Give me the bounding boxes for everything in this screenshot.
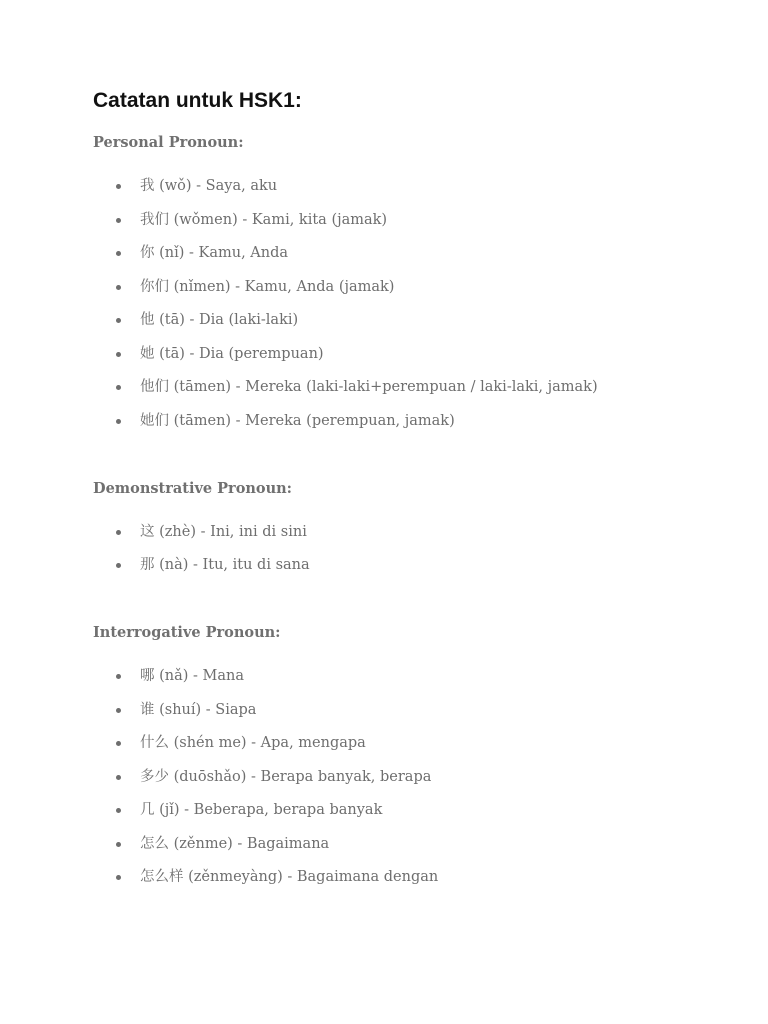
list-item bbox=[93, 799, 733, 821]
bullet-icon bbox=[116, 385, 121, 390]
list-item bbox=[93, 521, 733, 543]
section-heading-interrogative-pronoun: Interrogative Pronoun: bbox=[93, 624, 281, 641]
list-item-text: 他们 (tāmen) - Mereka (laki-laki+perempuan / laki-laki, jamak) bbox=[140, 379, 598, 395]
list-item bbox=[93, 276, 733, 298]
bullet-icon bbox=[116, 285, 121, 290]
list-item bbox=[93, 209, 733, 231]
list-item-text: 你 (nǐ) - Kamu, Anda bbox=[140, 245, 289, 261]
bullet-icon bbox=[116, 563, 121, 568]
personal-pronoun-list bbox=[93, 175, 733, 432]
bullet-icon bbox=[116, 842, 121, 847]
list-item-text: 什么 (shén me) - Apa, mengapa bbox=[140, 735, 366, 751]
bullet-icon bbox=[116, 808, 121, 813]
bullet-icon bbox=[116, 352, 121, 357]
list-item bbox=[93, 699, 733, 721]
list-item-text: 哪 (nǎ) - Mana bbox=[140, 668, 244, 684]
list-item-text: 你们 (nǐmen) - Kamu, Anda (jamak) bbox=[140, 278, 395, 295]
bullet-icon bbox=[116, 775, 121, 780]
document-title: Catatan untuk HSK1: bbox=[93, 89, 302, 112]
bullet-icon bbox=[116, 708, 121, 713]
list-item-text: 我们 (wǒmen) - Kami, kita (jamak) bbox=[140, 211, 388, 228]
bullet-icon bbox=[116, 674, 121, 679]
list-item bbox=[93, 866, 733, 888]
list-item bbox=[93, 665, 733, 687]
demonstrative-pronoun-list bbox=[93, 521, 733, 577]
bullet-icon bbox=[116, 875, 121, 880]
list-item bbox=[93, 376, 733, 398]
list-item-text: 多少 (duōshǎo) - Berapa banyak, berapa bbox=[140, 768, 432, 785]
list-item-text: 怎么样 (zěnmeyàng) - Bagaimana dengan bbox=[140, 869, 439, 885]
bullet-icon bbox=[116, 218, 121, 223]
list-item bbox=[93, 242, 733, 264]
list-item-text: 怎么 (zěnme) - Bagaimana bbox=[140, 835, 330, 852]
list-item-text: 他 (tā) - Dia (laki-laki) bbox=[140, 312, 299, 328]
list-item-text: 这 (zhè) - Ini, ini di sini bbox=[140, 523, 307, 540]
list-item-text: 那 (nà) - Itu, itu di sana bbox=[140, 557, 310, 573]
interrogative-pronoun-list bbox=[93, 665, 733, 888]
bullet-icon bbox=[116, 184, 121, 189]
bullet-icon bbox=[116, 251, 121, 256]
list-item bbox=[93, 309, 733, 331]
list-item bbox=[93, 833, 733, 855]
bullet-icon bbox=[116, 530, 121, 535]
list-item-text: 她们 (tāmen) - Mereka (perempuan, jamak) bbox=[140, 412, 455, 429]
list-item-text: 我 (wǒ) - Saya, aku bbox=[140, 178, 278, 194]
section-heading-personal-pronoun: Personal Pronoun: bbox=[93, 134, 244, 151]
list-item-text: 她 (tā) - Dia (perempuan) bbox=[140, 345, 324, 362]
list-item-text: 谁 (shuí) - Siapa bbox=[140, 701, 257, 718]
bullet-icon bbox=[116, 741, 121, 746]
bullet-icon bbox=[116, 419, 121, 424]
list-item bbox=[93, 175, 733, 197]
section-heading-demonstrative-pronoun: Demonstrative Pronoun: bbox=[93, 479, 293, 497]
list-item bbox=[93, 732, 733, 754]
bullet-icon bbox=[116, 318, 121, 323]
list-item bbox=[93, 554, 733, 576]
list-item bbox=[93, 343, 733, 365]
list-item bbox=[93, 410, 733, 432]
document-page bbox=[93, 86, 733, 888]
list-item-text: 几 (jǐ) - Beberapa, berapa banyak bbox=[140, 802, 383, 818]
list-item bbox=[93, 766, 733, 788]
